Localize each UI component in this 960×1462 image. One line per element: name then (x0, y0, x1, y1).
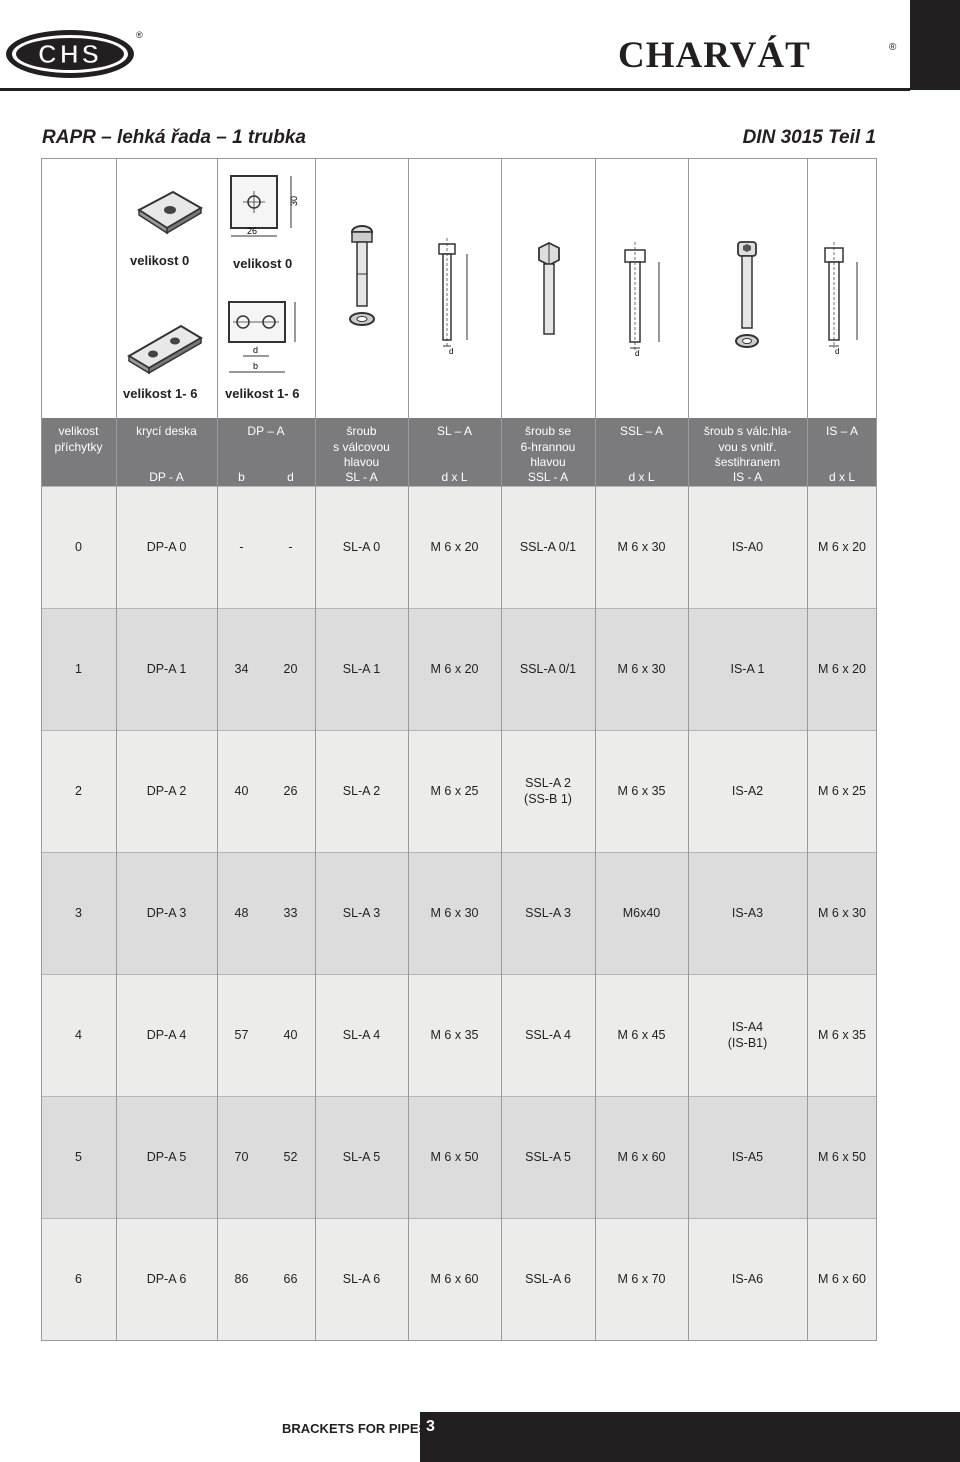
cell-sl-a: SL-A 1 (342, 661, 381, 676)
column-divider (595, 158, 596, 1341)
column-divider (807, 158, 808, 1341)
cell-b: 57 (234, 1027, 249, 1042)
table-header (41, 418, 877, 486)
svg-text:26: 26 (247, 226, 258, 236)
cell-sl-a: SL-A 3 (342, 905, 381, 920)
cell-d: 20 (283, 661, 298, 676)
sl-a-bolt-drawing (425, 238, 477, 354)
cell-ssl-a: SSL-A 3 (525, 905, 571, 920)
cell-ssl-a-dxl: M 6 x 30 (617, 539, 666, 554)
is-a-bolt-drawing (813, 242, 869, 354)
header-sl-a-dxl: d x L (441, 470, 468, 484)
ssl-a-bolt-illustration (534, 242, 564, 338)
cell-d: 33 (283, 905, 298, 920)
cell-ssl-a-dxl: M 6 x 35 (617, 783, 666, 798)
cell-d: 52 (283, 1149, 298, 1164)
cell-ssl-a: SSL-A 6 (525, 1271, 571, 1286)
cover-plate-size0-illustration (133, 188, 205, 236)
cell-is-a: IS-A 1 (730, 661, 765, 676)
cell-b: 48 (234, 905, 249, 920)
page-title: RAPR – lehká řada – 1 trubka (42, 127, 306, 148)
table-row (41, 486, 877, 608)
label-size0-plate: velikost 0 (130, 253, 190, 268)
cell-sl-a-dxl: M 6 x 30 (430, 905, 479, 920)
cell-sl-a-dxl: M 6 x 50 (430, 1149, 479, 1164)
cell-sl-a-dxl: M 6 x 35 (430, 1027, 479, 1042)
is-a-bolt-illustration (733, 240, 761, 352)
plate-size0-drawing (223, 172, 303, 244)
page-number: 3 (426, 1418, 435, 1435)
cell-is-a: IS-A5 (731, 1149, 764, 1164)
header-corner-bar (910, 0, 960, 90)
cell-b: - (239, 539, 244, 554)
charvat-registered-mark: ® (889, 42, 897, 53)
product-table (41, 158, 877, 1341)
cell-size: 5 (75, 1149, 82, 1164)
chs-registered-mark: ® (136, 30, 143, 40)
column-divider (315, 158, 316, 1341)
cell-ssl-a-dxl: M 6 x 45 (617, 1027, 666, 1042)
cell-sl-a-dxl: M 6 x 60 (430, 1271, 479, 1286)
cell-sl-a-dxl: M 6 x 25 (430, 783, 479, 798)
cell-ssl-a: SSL-A 5 (525, 1149, 571, 1164)
cell-is-a-dxl: M 6 x 30 (818, 905, 866, 920)
cell-b: 34 (234, 661, 249, 676)
table-row (41, 608, 877, 730)
svg-text:b: b (253, 361, 259, 371)
charvat-logo: CHARVÁT (618, 35, 811, 76)
cell-cover-plate: DP-A 3 (146, 905, 187, 920)
header-hex-screw: šroub se 6-hrannou hlavou (520, 424, 576, 469)
header-sl-a: SL - A (345, 470, 378, 484)
header-ssl-a: SSL - A (527, 470, 569, 484)
plate-size16-drawing (223, 298, 305, 382)
header-is-a-size: IS – A (825, 424, 859, 438)
cell-ssl-a: SSL-A 4 (525, 1027, 571, 1042)
cell-is-a-dxl: M 6 x 50 (818, 1149, 866, 1164)
column-divider (408, 158, 409, 1341)
cell-sl-a-dxl: M 6 x 20 (430, 539, 479, 554)
column-divider (116, 158, 117, 1341)
chs-logo (4, 28, 136, 80)
header-cylinder-screw: šroub s válcovou hlavou (333, 424, 390, 469)
cell-cover-plate: DP-A 4 (146, 1027, 187, 1042)
svg-text:d: d (835, 347, 840, 354)
cell-sl-a: SL-A 5 (342, 1149, 381, 1164)
footer-left (0, 1412, 420, 1462)
cell-ssl-a-dxl: M6x40 (622, 905, 661, 920)
header-size: velikost příchytky (54, 424, 103, 454)
label-size16-drawing: velikost 1- 6 (225, 386, 300, 401)
cell-cover-plate: DP-A 6 (146, 1271, 187, 1286)
illustration-band (41, 158, 877, 418)
cell-size: 3 (75, 905, 82, 920)
standard-label: DIN 3015 Teil 1 (742, 127, 876, 148)
cell-ssl-a-dxl: M 6 x 30 (617, 661, 666, 676)
svg-text:30: 30 (289, 195, 299, 206)
label-size16-plate: velikost 1- 6 (123, 386, 198, 401)
cover-plate-size16-illustration (125, 320, 205, 376)
cell-d: 66 (283, 1271, 298, 1286)
chs-logo-text: CHS (38, 39, 102, 69)
cell-is-a-dxl: M 6 x 25 (818, 783, 866, 798)
cell-size: 0 (75, 539, 82, 554)
table-row (41, 1218, 877, 1340)
svg-text:d: d (253, 345, 259, 355)
cell-d: - (288, 539, 293, 554)
cell-size: 1 (75, 661, 82, 676)
cell-is-a-dxl: M 6 x 60 (818, 1271, 866, 1286)
cell-ssl-a: SSL-A 0/1 (519, 539, 577, 554)
header-dim-b: b (238, 470, 245, 484)
cell-b: 40 (234, 783, 249, 798)
cell-is-a: IS-A6 (731, 1271, 764, 1286)
cell-ssl-a: SSL-A 2 (SS-B 1) (524, 776, 572, 806)
column-divider (688, 158, 689, 1341)
cell-is-a-dxl: M 6 x 20 (818, 539, 866, 554)
header-is-a-dxl: d x L (828, 470, 855, 484)
column-divider (217, 158, 218, 1341)
header-ssl-a-size: SSL – A (620, 424, 663, 438)
cell-b: 70 (234, 1149, 249, 1164)
header-dp-a: DP – A (247, 424, 285, 438)
cell-is-a: IS-A2 (731, 783, 764, 798)
header-socket-screw: šroub s válc.hla- vou s vnitř. šestihranem (703, 424, 792, 469)
cell-cover-plate: DP-A 1 (146, 661, 187, 676)
cell-ssl-a-dxl: M 6 x 60 (617, 1149, 666, 1164)
cell-sl-a: SL-A 4 (342, 1027, 381, 1042)
header-dim-d: d (287, 470, 294, 484)
header-cover-plate-code: DP - A (149, 470, 184, 484)
cell-sl-a: SL-A 6 (342, 1271, 381, 1286)
cell-sl-a: SL-A 0 (342, 539, 381, 554)
footer-bar (420, 1412, 960, 1462)
label-size0-drawing: velikost 0 (233, 256, 293, 271)
cell-is-a: IS-A0 (731, 539, 764, 554)
cell-d: 40 (283, 1027, 298, 1042)
table-row (41, 1096, 877, 1218)
svg-text:d: d (449, 347, 454, 354)
column-divider (501, 158, 502, 1341)
cell-cover-plate: DP-A 5 (146, 1149, 187, 1164)
table-row (41, 852, 877, 974)
cell-is-a-dxl: M 6 x 20 (818, 661, 866, 676)
table-row (41, 730, 877, 852)
cell-is-a: IS-A3 (731, 905, 764, 920)
cell-cover-plate: DP-A 0 (146, 539, 187, 554)
cell-size: 6 (75, 1271, 82, 1286)
cell-size: 4 (75, 1027, 82, 1042)
cell-sl-a-dxl: M 6 x 20 (430, 661, 479, 676)
cell-b: 86 (234, 1271, 249, 1286)
ssl-a-bolt-drawing (613, 242, 671, 356)
header-is-a: IS - A (732, 470, 763, 484)
cell-ssl-a: SSL-A 0/1 (519, 661, 577, 676)
cell-cover-plate: DP-A 2 (146, 783, 187, 798)
footer-label: BRACKETS FOR PIPES (282, 1421, 428, 1436)
cell-is-a: IS-A4 (IS-B1) (727, 1020, 768, 1050)
cell-ssl-a-dxl: M 6 x 70 (617, 1271, 666, 1286)
cell-sl-a: SL-A 2 (342, 783, 381, 798)
header-sl-a-size: SL – A (437, 424, 472, 438)
header-rule (0, 88, 910, 91)
cell-is-a-dxl: M 6 x 35 (818, 1027, 866, 1042)
cell-d: 26 (283, 783, 298, 798)
table-row (41, 974, 877, 1096)
header-cover-plate: krycí deska (136, 424, 197, 438)
header-ssl-a-dxl: d x L (628, 470, 655, 484)
svg-text:d: d (635, 349, 640, 356)
sl-a-bolt-illustration (345, 224, 379, 336)
cell-size: 2 (75, 783, 82, 798)
